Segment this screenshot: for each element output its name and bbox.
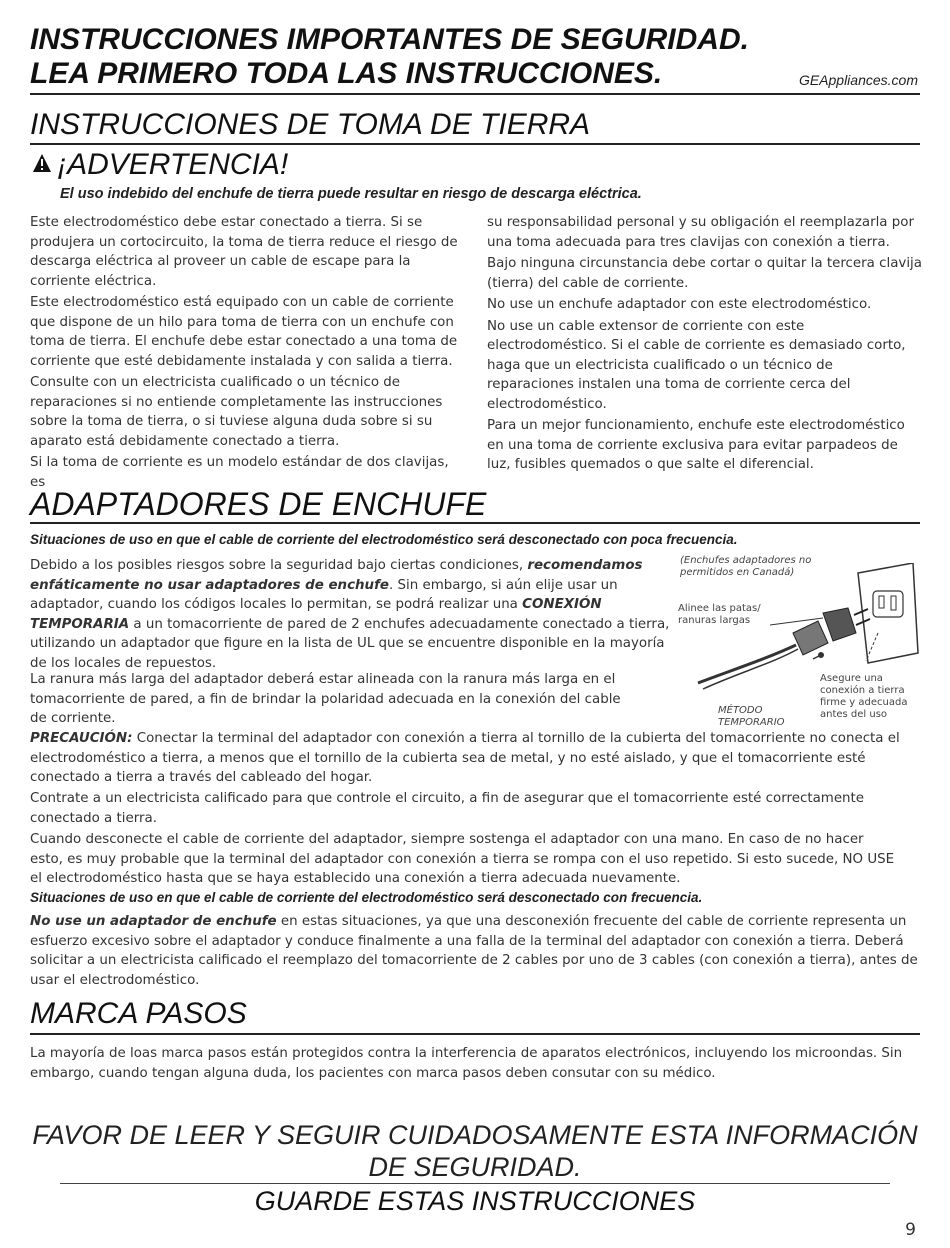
no-adapter-text: en estas situaciones, ya que una desconexión frecuente del cable de corriente representa un esfuerzo excesivo sobre el adaptador y conduce finalmente a una falla de la terminal del adaptador con conexión a tierra. Deberá solicitar a un electricista calificado el reemplazo del tomacorriente de 2 cables por uno de 3 cables (con conexión a tierra), antes de usar el electrodoméstico. — [30, 914, 918, 988]
ground-right-p3: No use un enchufe adaptador con este electrodoméstico. — [487, 297, 872, 312]
footer-line-1: FAVOR DE LEER Y SEGUIR CUIDADOSAMENTE ESTA INFORMACIÓN — [32, 1120, 918, 1150]
adapters-p2-text: La ranura más larga del adaptador deberá estar alineada con la ranura más larga en el tomacorriente de pared, a fin de brindar la polaridad adecuada en la conexión del cable de corriente. — [30, 672, 621, 726]
header-line-1: INSTRUCCIONES IMPORTANTES DE SEGURIDAD. — [30, 23, 749, 56]
warning-triangle-icon — [32, 153, 52, 177]
ground-left-p1: Este electrodoméstico debe estar conectado a tierra. Si se produjera un cortocircuito, la toma de tierra reduce el riesgo de descarga eléctrica al proveer un cable de escape para la corriente eléctrica. — [30, 215, 458, 289]
adapter-plug-illustration — [678, 563, 923, 693]
caution-label: PRECAUCIÓN: — [30, 731, 133, 746]
adapters-p1-b: recomendamos enfáticamente no usar adaptadores de enchufe — [30, 558, 643, 593]
no-adapter-label: No use un adaptador de enchufe — [30, 914, 277, 929]
adapters-p2 — [30, 670, 640, 731]
figure-align-label: Alinee las patas/ ranuras largas — [678, 603, 761, 626]
ground-right-p4: No use un cable extensor de corriente con este electrodoméstico. Si el cable de corriente es demasiado corto, haga que un electricista cualificado o un técnico de reparaciones instalen una toma de corriente cerca del electrodoméstico. — [487, 318, 906, 412]
adapters-p5 — [30, 830, 900, 891]
adapters-p5-text: Cuando desconecte el cable de corriente del adaptador, siempre sostenga el adaptador con una mano. En caso de no hacer esto, es muy probable que la terminal del adaptador con conexión a tierra se rompa con el uso repetido. Si esto sucede, NO USE el electrodoméstico hasta que se haya establecido una conexión a tierra adecuada nuevamente. — [30, 832, 895, 886]
adapter-figure — [678, 553, 923, 728]
ground-left-p3: Consulte con un electricista cualificado o un técnico de reparaciones si no entiende completamente las instrucciones sobre la toma de tierra, o si tuviese alguna duda sobre si su aparato está debidamente conectado a tierra. — [30, 375, 443, 449]
site-url[interactable]: GEAppliances.com — [798, 72, 918, 88]
header-line-2: LEA PRIMERO TODA LAS INSTRUCCIONES. — [30, 57, 663, 90]
ground-right-p2: Bajo ninguna circunstancia debe cortar o quitar la tercera clavija (tierra) del cable de corriente. — [487, 256, 922, 291]
adapters-p1-a: Debido a los posibles riesgos sobre la seguridad bajo ciertas condiciones, — [30, 558, 528, 573]
figure-ensure-label: Asegure una conexión a tierra firme y adecuada antes del uso — [820, 673, 908, 720]
page-number: 9 — [905, 1220, 916, 1240]
warning-subtitle: El uso indebido del enchufe de tierra puede resultar en riesgo de descarga eléctrica. — [60, 186, 642, 202]
pacemaker-paragraph: La mayoría de loas marca pasos están protegidos contra la interferencia de aparatos electrónicos, incluyendo los microondas. Sin embargo, cuando tengan alguna duda, los pacientes con marca pasos deben consutar con su médico. — [30, 1046, 903, 1081]
adapters-p6 — [30, 912, 922, 992]
adapters-p1-e: a un tomacorriente de pared de 2 enchufes adecuadamente conectado a tierra, utilizando un adaptador que figure en la lista de UL que se encuentre disponible en la mayoría de los locales de repuestos. — [30, 616, 670, 671]
adapters-subtitle-2: Situaciones de uso en que el cable de corriente del electrodoméstico será desconectado con frecuencia. — [30, 890, 703, 905]
ground-left-p4: Si la toma de corriente es un modelo estándar de dos clavijas, es — [30, 455, 449, 490]
figure-method-label: MÉTODO TEMPORARIO — [718, 705, 785, 728]
pacemaker-rule — [30, 1033, 920, 1035]
adapters-p4-text: Contrate a un electricista calificado para que controle el circuito, a fin de asegurar que el tomacorriente esté correctamente conectado a tierra. — [30, 791, 865, 826]
adapters-rule — [30, 522, 920, 524]
section-title-pacemaker: MARCA PASOS — [30, 997, 247, 1030]
ground-rule — [30, 143, 920, 145]
footer-rule — [60, 1183, 890, 1184]
adapters-p1 — [30, 556, 680, 675]
adapters-p4 — [30, 789, 922, 830]
ground-right-column — [487, 213, 922, 477]
adapters-p1-c: . Sin embargo, si aún elije usar un adaptador, cuando los códigos locales lo permitan, se podrá realizar una — [30, 577, 618, 612]
section-title-adapters: ADAPTADORES DE ENCHUFE — [30, 486, 487, 522]
warning-title: ¡ADVERTENCIA! — [57, 148, 289, 181]
adapters-p1-d: CONEXIÓN TEMPORARIA — [30, 597, 602, 632]
header-rule — [30, 93, 920, 95]
footer-save: GUARDE ESTAS INSTRUCCIONES — [254, 1186, 696, 1216]
adapters-subtitle-1: Situaciones de uso en que el cable de corriente del electrodoméstico será desconectado con poca frecuencia. — [30, 532, 738, 547]
pacemaker-text — [30, 1044, 922, 1085]
ground-right-p5: Para un mejor funcionamiento, enchufe este electrodoméstico en una toma de corriente exclusiva para evitar parpadeos de luz, fusibles quemados o que salte el diferencial. — [487, 418, 905, 472]
adapters-p3 — [30, 729, 920, 790]
ground-left-column — [30, 213, 465, 494]
ground-right-p1: su responsabilidad personal y su obligación el reemplazarla por una toma adecuada para tres clavijas con conexión a tierra. — [487, 215, 914, 250]
ground-left-p2: Este electrodoméstico está equipado con un cable de corriente que dispone de un hilo para toma de tierra con un enchufe con toma de tierra. El enchufe debe estar conectado a una toma de corriente que esté debidamente instalada y con salida a tierra. — [30, 295, 458, 369]
section-title-ground: INSTRUCCIONES DE TOMA DE TIERRA — [30, 108, 591, 141]
caution-text: Conectar la terminal del adaptador con conexión a tierra al tornillo de la cubierta del tomacorriente no conecta el electrodoméstico a tierra, a menos que el tornillo de la cubierta sea de metal, y no esté aislado, y que el tomacorriente esté conectado a tierra a través del cableado del hogar. — [30, 731, 900, 785]
warning-heading — [32, 148, 288, 184]
footer-line-2: DE SEGURIDAD. — [368, 1152, 582, 1182]
figure-note: (Enchufes adaptadores no permitidos en Canadá) — [680, 555, 812, 578]
